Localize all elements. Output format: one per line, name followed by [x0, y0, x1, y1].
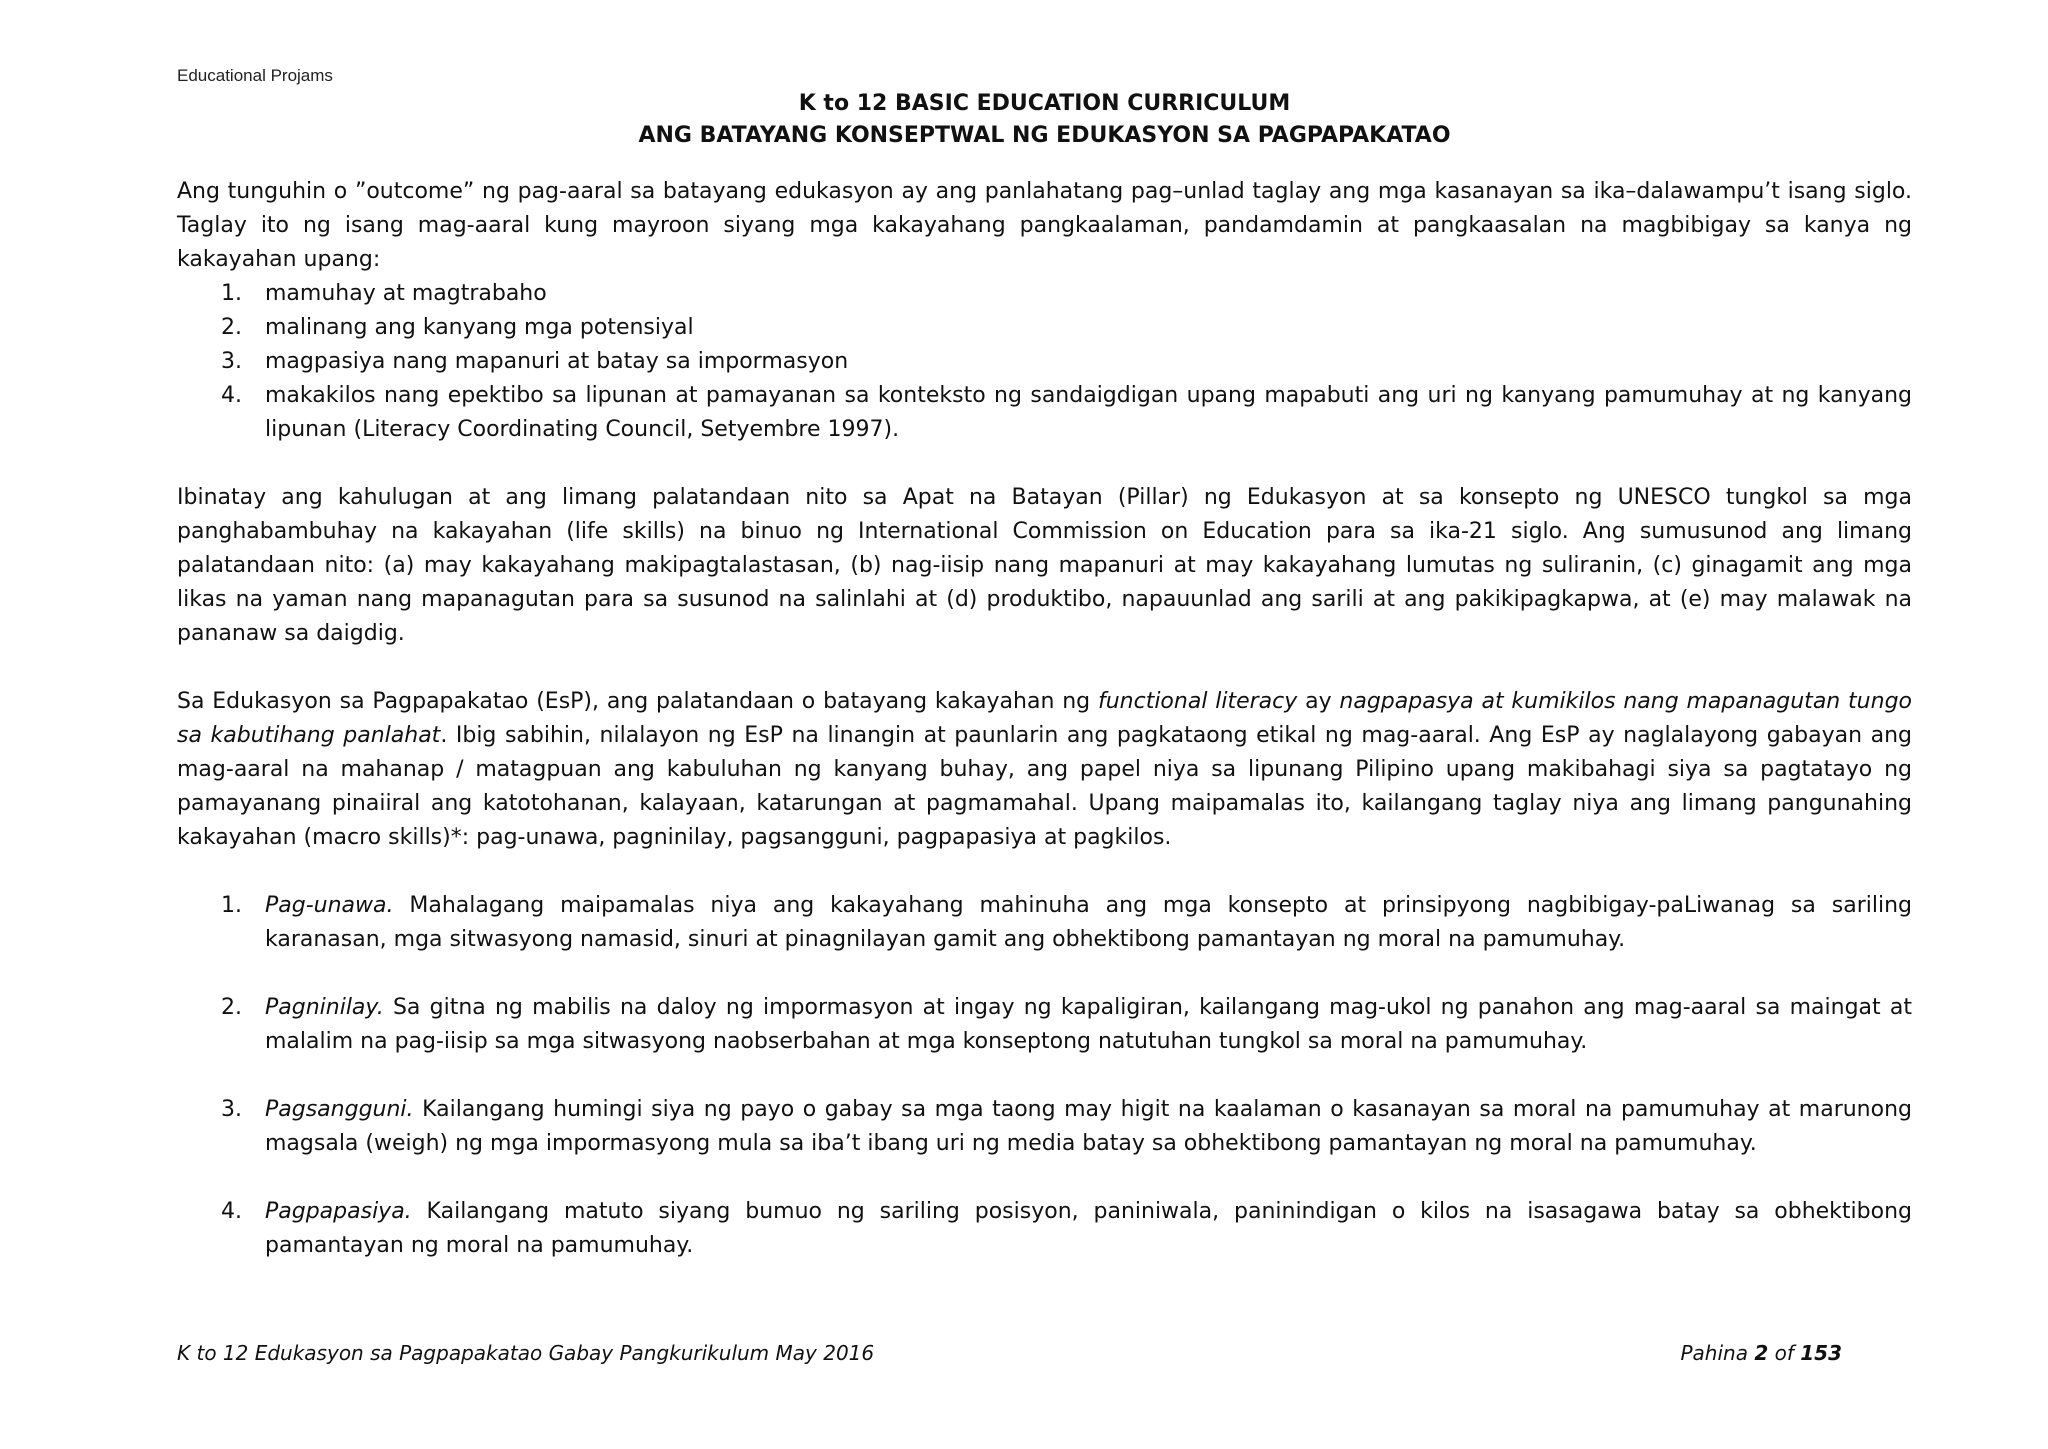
list-item: 1. Pag-unawa. Mahalagang maipamalas niya ang kakayahang mahinuha ang mga konsepto at prinsipyong nagbibigay-paLiwanag sa sariling karanasan, mga sitwasyong namasid, sinuri at pinagnilayan gamit ang obhektibong pamantayan ng moral na pamumuhay. [221, 893, 1912, 952]
document-title [177, 88, 1912, 152]
pillars-paragraph: Ibinatay ang kahulugan at ang limang palatandaan nito sa Apat na Batayan (Pillar) ng Edukasyon at sa konsepto ng UNESCO tungkol sa mga panghabambuhay na kakayahan (life skills) na binuo ng International Commission on Education para sa ika-21 siglo. Ang sumusunod ang limang palatandaan nito: (a) may kakayahang makipagtalastasan, (b) nag-iisip nang mapanuri at may kakayahang lumutas ng suliranin, (c) ginagamit ang mga likas na yaman nang mapanagutan para sa susunod na salinlahi at (d) produktibo, napauunlad ang sarili at ang pakikipagkapwa, at (e) may malawak na pananaw sa daigdig. [177, 485, 1912, 646]
intro-list [177, 277, 1912, 447]
title-line-1: K to 12 BASIC EDUCATION CURRICULUM [798, 91, 1291, 116]
skill-term: Pagsangguni. [265, 1097, 414, 1122]
skill-term: Pagpapasiya. [265, 1199, 412, 1224]
macro-skills-list [177, 889, 1912, 1263]
list-item: 3. magpasiya nang mapanuri at batay sa impormasyon [221, 349, 849, 374]
esp-paragraph: Sa Edukasyon sa Pagpapakatao (EsP), ang palatandaan o batayang kakayahan ng functional literacy ay nagpapasya at kumikilos nang mapanagutan tungo sa kabutihang panlahat. Ibig sabihin, nilalayon ng EsP na linangin at paunlarin ang pagkataong etikal ng mag-aaral. Ang EsP ay naglalayong gabayan ang mag-aaral na mahanap / matagpuan ang kabuluhan ng kanyang buhay, ang papel niya sa lipunang Pilipino upang makibahagi siya sa pagtatayo ng pamayanang pinaiiral ang katotohanan, kalayaan, katarungan at pagmamahal. Upang maipamalas ito, kailangang taglay niya ang limang pangunahing kakayahan (macro skills)*: pag-unawa, pagninilay, pagsangguni, pagpapasiya at pagkilos. [177, 689, 1912, 850]
title-line-2: ANG BATAYANG KONSEPTWAL NG EDUKASYON SA PAGPAPAKATAO [638, 123, 1451, 148]
intro-paragraph: Ang tunguhin o ”outcome” ng pag-aaral sa batayang edukasyon ay ang panlahatang pag–unlad taglay ang mga kasanayan sa ika–dalawampu’t isang siglo. Taglay ito ng isang mag-aaral kung mayroon siyang mga kakayahang pangkaalaman, pandamdamin at pangkaasalan na magbibigay sa kanya ng kakayahan upang: [177, 179, 1912, 272]
skill-term: Pag-unawa. [265, 893, 394, 918]
list-item: 4. Pagpapasiya. Kailangang matuto siyang bumuo ng sariling posisyon, paniniwala, paninindigan o kilos na isasagawa batay sa obhektibong pamantayan ng moral na pamumuhay. [221, 1199, 1912, 1258]
page-footer [177, 1341, 1842, 1365]
italic-phrase: nagpapasya at kumikilos nang mapanagutan tungo sa kabutihang panlahat [177, 689, 1912, 748]
italic-term: functional literacy [1097, 689, 1298, 714]
list-item: 1. mamuhay at magtrabaho [221, 281, 547, 306]
source-label: Educational Projams [177, 66, 333, 85]
footer-document-title: K to 12 Edukasyon sa Pagpapakatao Gabay Pangkurikulum May 2016 [177, 1341, 875, 1365]
intro-section [177, 175, 1912, 447]
list-item: 2. Pagninilay. Sa gitna ng mabilis na daloy ng impormasyon at ingay ng kapaligiran, kailangang mag-ukol ng panahon ang mag-aaral sa maingat at malalim na pag-iisip sa mga sitwasyong naobserbahan at mga konseptong natutuhan tungkol sa moral na pamumuhay. [221, 995, 1912, 1054]
document-body [177, 175, 1912, 1263]
page-number: Pahina 2 of 153 [1680, 1341, 1842, 1365]
list-item: 2. malinang ang kanyang mga potensiyal [221, 315, 694, 340]
list-item: 4. makakilos nang epektibo sa lipunan at pamayanan sa konteksto ng sandaigdigan upang mapabuti ang uri ng kanyang pamumuhay at ng kanyang lipunan (Literacy Coordinating Council, Setyembre 1997). [221, 383, 1912, 442]
skill-term: Pagninilay. [265, 995, 384, 1020]
document-page [177, 0, 1912, 1449]
list-item: 3. Pagsangguni. Kailangang humingi siya ng payo o gabay sa mga taong may higit na kaalaman o kasanayan sa moral na pamumuhay at marunong magsala (weigh) ng mga impormasyong mula sa iba’t ibang uri ng media batay sa obhektibong pamantayan ng moral na pamumuhay. [221, 1097, 1912, 1156]
